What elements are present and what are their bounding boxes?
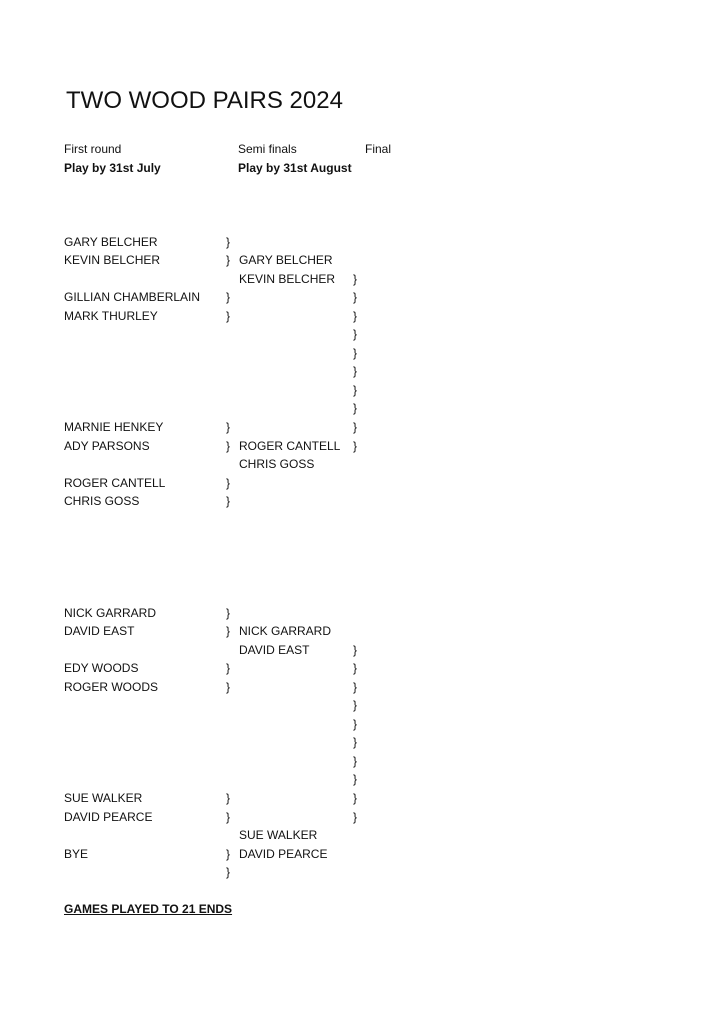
bracket-brace: }: [226, 661, 231, 675]
first-round-player: BYE: [64, 847, 89, 861]
bracket-brace: }: [353, 698, 358, 712]
bracket-brace: }: [226, 309, 231, 323]
bracket-brace: }: [353, 346, 358, 360]
semi-finals-deadline: Play by 31st August: [238, 161, 352, 175]
first-round-player: DAVID PEARCE: [64, 810, 153, 824]
bracket-brace: }: [226, 290, 231, 304]
bracket-brace: }: [226, 235, 231, 249]
first-round-player: EDY WOODS: [64, 661, 139, 675]
bracket-brace: }: [353, 717, 358, 731]
bracket-brace: }: [353, 364, 358, 378]
first-round-player: ADY PARSONS: [64, 439, 150, 453]
first-round-player: ROGER WOODS: [64, 680, 159, 694]
first-round-player: NICK GARRARD: [64, 606, 157, 620]
page-title: TWO WOOD PAIRS 2024: [66, 87, 343, 114]
bracket-brace: }: [226, 420, 231, 434]
bracket-brace: }: [353, 754, 358, 768]
bracket-brace: }: [353, 327, 358, 341]
first-round-player: GILLIAN CHAMBERLAIN: [64, 290, 201, 304]
semi-final-player: DAVID EAST: [239, 643, 310, 657]
bracket-brace: }: [226, 680, 231, 694]
bracket-brace: }: [226, 494, 231, 508]
first-round-player: KEVIN BELCHER: [64, 253, 161, 267]
bracket-brace: }: [226, 847, 231, 861]
footer-note: GAMES PLAYED TO 21 ENDS: [64, 902, 233, 916]
semi-final-player: DAVID PEARCE: [239, 847, 328, 861]
semi-final-player: CHRIS GOSS: [239, 457, 315, 471]
semi-finals-header: Semi finals: [238, 142, 297, 156]
first-round-player: MARK THURLEY: [64, 309, 158, 323]
bracket-brace: }: [226, 253, 231, 267]
bracket-brace: }: [353, 791, 358, 805]
semi-final-player: ROGER CANTELL: [239, 439, 341, 453]
bracket-brace: }: [353, 810, 358, 824]
bracket-brace: }: [353, 772, 358, 786]
bracket-brace: }: [226, 810, 231, 824]
bracket-brace: }: [226, 439, 231, 453]
first-round-player: CHRIS GOSS: [64, 494, 140, 508]
first-round-player: ROGER CANTELL: [64, 476, 166, 490]
semi-final-player: KEVIN BELCHER: [239, 272, 336, 286]
bracket-brace: }: [226, 624, 231, 638]
bracket-brace: }: [353, 420, 358, 434]
bracket-brace: }: [226, 476, 231, 490]
bracket-brace: }: [226, 865, 231, 879]
bracket-brace: }: [226, 791, 231, 805]
bracket-brace: }: [353, 383, 358, 397]
semi-final-player: NICK GARRARD: [239, 624, 332, 638]
bracket-brace: }: [353, 680, 358, 694]
semi-final-player: GARY BELCHER: [239, 253, 333, 267]
first-round-player: MARNIE HENKEY: [64, 420, 164, 434]
first-round-deadline: Play by 31st July: [64, 161, 161, 175]
bracket-brace: }: [353, 272, 358, 286]
bracket-brace: }: [226, 606, 231, 620]
bracket-brace: }: [353, 735, 358, 749]
bracket-brace: }: [353, 401, 358, 415]
first-round-player: DAVID EAST: [64, 624, 135, 638]
bracket-brace: }: [353, 309, 358, 323]
bracket-brace: }: [353, 290, 358, 304]
first-round-player: SUE WALKER: [64, 791, 143, 805]
bracket-brace: }: [353, 643, 358, 657]
first-round-header: First round: [64, 142, 122, 156]
first-round-player: GARY BELCHER: [64, 235, 158, 249]
final-header: Final: [365, 142, 392, 156]
bracket-brace: }: [353, 661, 358, 675]
semi-final-player: SUE WALKER: [239, 828, 318, 842]
bracket-brace: }: [353, 439, 358, 453]
